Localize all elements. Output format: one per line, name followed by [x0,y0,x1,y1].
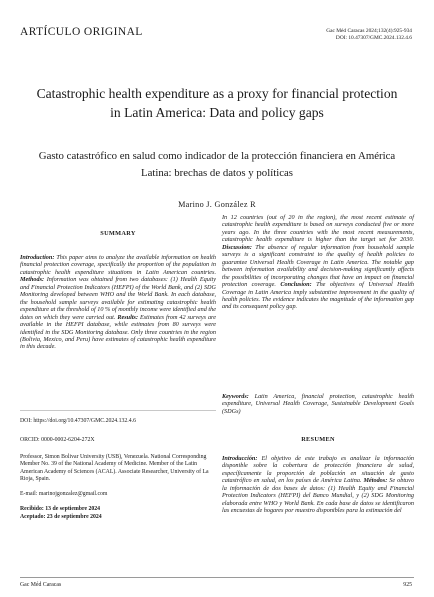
discussion-text: The absence of regular information from household sample surveys is a significant constraint to the quality of health policies to guarantee Universal Health Coverage in Latin America. The notable gap between information availability and decision-making significantly affects the possibilities of incorporating changes that have an impact on financial protection coverage. [222,243,414,289]
keywords-text: Latin America, financial protection, catastrophic health expenditure, Universal Health Coverage, Sustainable Development Goals (SDGs) [222,393,415,415]
methods-label: Methods: [20,276,45,284]
received-date: Recibido: 13 de septiembre 2024 [20,506,101,512]
intro-text: This paper aims to analyze the available information on health financial protection coverage, specifically the proportion of the population in catastrophic health expenditure situations in Latin American countries. [20,254,216,276]
keywords-block [222,393,414,415]
footer-journal: Gac Méd Caracas [20,582,62,588]
resumen-methods-label: Métodos: [363,477,388,485]
orcid-id: ORCID: 0000-0002-6204-272X [20,437,95,443]
results-text: Estimates from 42 surveys are available in the HEFPI database, while estimates from 80 surveys were identified in the SDG Monitoring database. Only three countries in the region (Bolivia, Mexico, and Peru) have estimates of catastrophic health expenditure in this decade. [20,313,216,351]
summary-left-column [20,254,216,351]
summary-right-column [222,214,414,311]
page-number: 925 [403,582,412,588]
section-label: ARTÍCULO ORIGINAL [20,26,143,38]
results-continued-text: In 12 countries (out of 20 in the region), the most recent estimate of catastrophic health expenditure is based on surveys conducted five or more years ago. In the three countries with the most recent measurements, catastrophic health expenditure is higher than the target set for 2030. [222,214,414,244]
resumen-column [222,455,414,515]
resumen-heading: RESUMEN [301,436,335,443]
article-title: Catastrophic health expenditure as a proxy for financial protection in Latin America: Data and policy gaps [36,86,398,120]
conclusion-text: The objectives of Universal Health Coverage in Latin America imply substantive improvement in the quality of health policies. The evidence indicates the magnitude of the information gap and its consequent policy gap. [222,281,415,311]
conclusion-label: Conclusion: [280,281,312,289]
methods-text: Information was obtained from two databases: (1) Health Equity and Financial Protection Indicators (HEFPI) of the World Bank, and (2) SDG Monitoring developed between WHO and the World Bank. In each database, the household sample surveys available for estimating catastrophic health expenditure at the threshold of 10 % of monthly income were identified and the dates on which they were carried out. [20,276,217,321]
article-subtitle: Gasto catastrófico en salud como indicador de la protección financiera en América Latina: brechas de datos y políticas [38,150,396,179]
author-affiliation: Professor, Simon Bolivar University (USB), Venezuela. National Corresponding Member No. 39 of the National Academy of Medicine. Member of the Latin American Academy of Sciences (ACAL). Associate Researcher, University of La Rioja, Spain. [20,454,209,482]
journal-reference [326,28,412,42]
intro-label: Introduction: [20,254,55,261]
resumen-methods-text: Se obtuvo la información de dos bases de datos: (1) Health Equity and Financial Protection Indicators (HEFPI) del Banco Mundial, y (2) SDG Monitoring elaborada entre WHO y World Bank. En cada base de datos se identificaron las encuestas de hogares por muestro disponibles para la estimación del [222,477,414,515]
author-name: Marino J. González R [178,200,256,209]
keywords-label: Keywords: [222,393,249,400]
accepted-date: Aceptado: 23 de septiembre 2024 [20,514,102,520]
journal-doi: DOI: 10.47307/GMC.2024.132.4.6 [335,35,412,42]
resumen-intro-text: El objetivo de este trabajo es analizar la información disponible sobre la cobertura de protección financiera de salud, específicamente la proporción de población en situación de gasto catastrófico en salud, en los países de América Latina. [222,455,414,485]
doi-link[interactable]: DOI: https://doi.org/10.47307/GMC.2024.132.4.6 [20,418,136,424]
meta-divider [20,410,216,411]
summary-heading: SUMMARY [100,230,136,237]
footer-divider [20,577,414,578]
discussion-label: Discussion: [222,243,252,251]
journal-citation: Gac Méd Caracas 2024;132(4):925-934 [326,28,412,34]
results-label: Results: [117,313,139,321]
author-email[interactable]: E-mail: marinojgonzalez@gmail.com [20,491,108,497]
resumen-intro-label: Introducción: [222,455,258,462]
